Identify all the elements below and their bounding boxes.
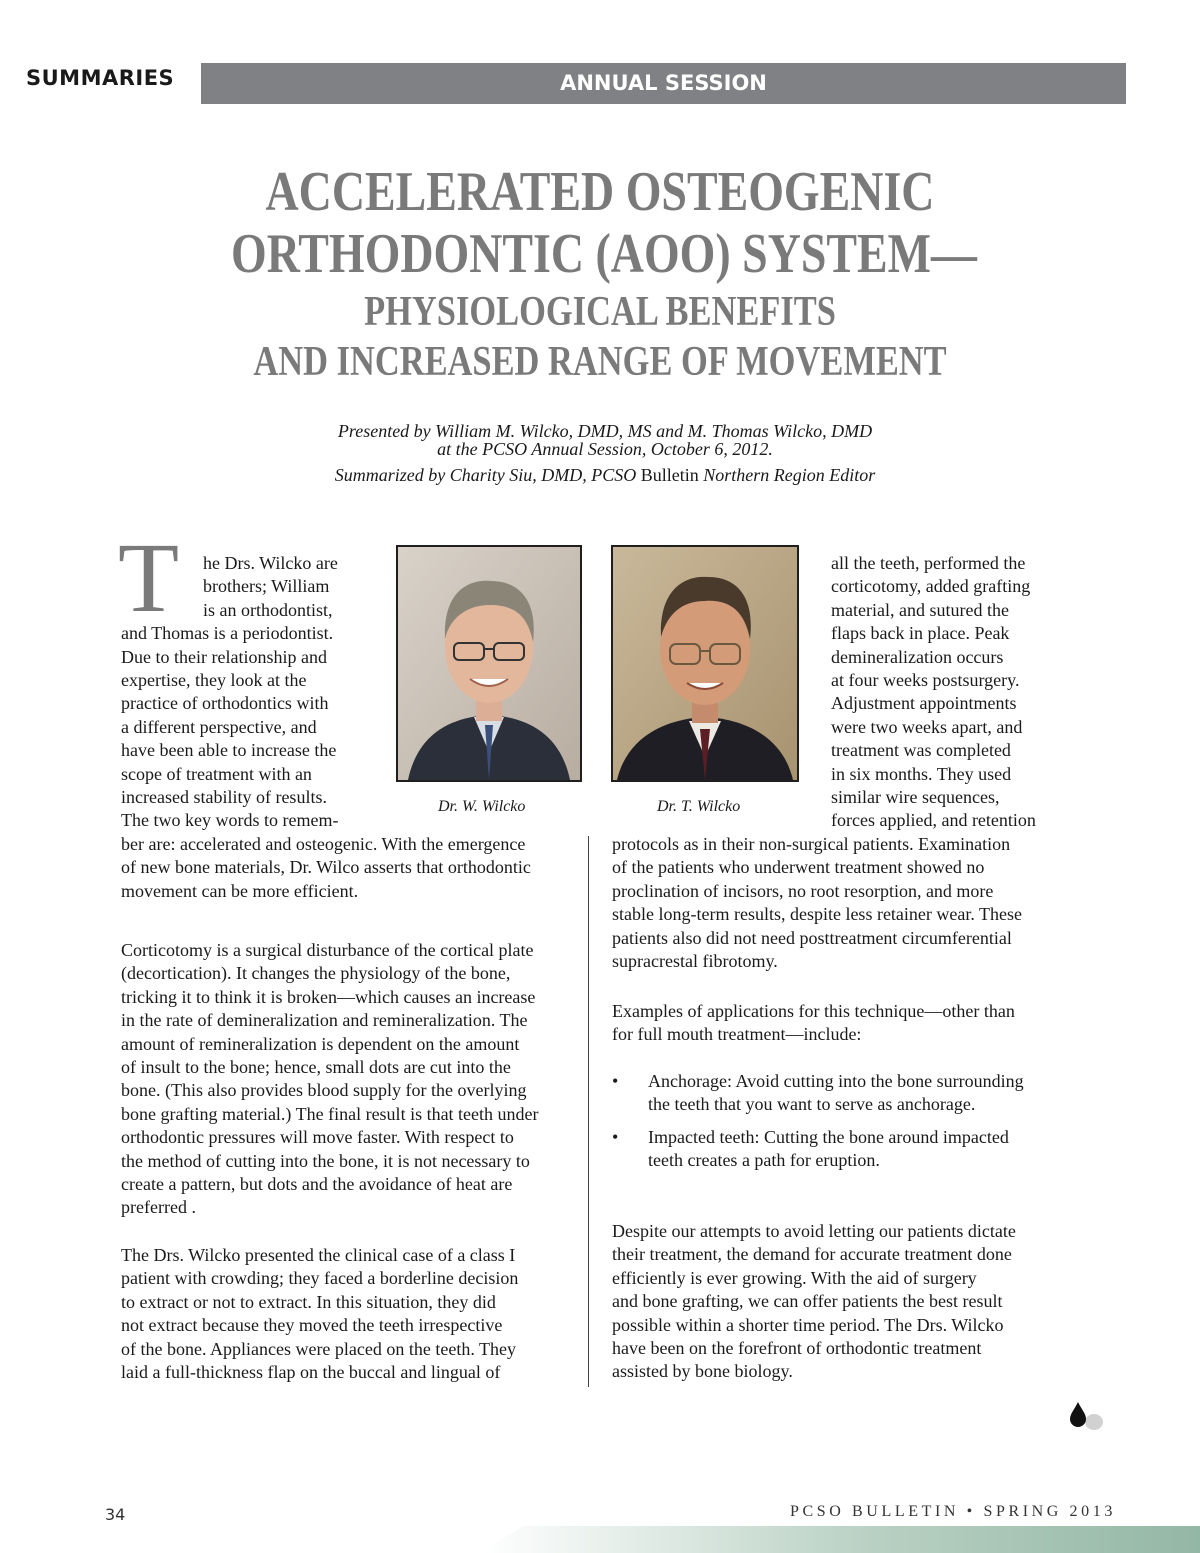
- text-line: at four weeks postsurgery.: [831, 670, 1020, 691]
- text-line: ber are: accelerated and osteogenic. With the emergence: [121, 833, 526, 854]
- text-line: preferred .: [121, 1197, 196, 1218]
- footer-separator: •: [966, 1503, 976, 1520]
- intro-paragraph: [121, 552, 531, 903]
- text-line: in the rate of demineralization and remineralization. The: [121, 1010, 528, 1031]
- bullet-icon: •: [612, 1071, 619, 1091]
- text-line: all the teeth, performed the: [831, 553, 1026, 573]
- text-line: and Thomas is a periodontist.: [121, 623, 334, 644]
- text-line: Despite our attempts to avoid letting our patients dictate: [612, 1221, 1016, 1241]
- text-line: teeth creates a path for eruption.: [648, 1150, 880, 1171]
- text-line: in six months. They used: [831, 763, 1012, 784]
- text-line: not extract because they moved the teeth irrespective: [121, 1315, 503, 1336]
- text-line: have been on the forefront of orthodontic treatment: [612, 1338, 982, 1359]
- text-line: he Drs. Wilcko are: [203, 553, 338, 573]
- text-line: of new bone materials, Dr. Wilco asserts that orthodontic: [121, 857, 531, 878]
- text-line: orthodontic pressures will move faster. With respect to: [121, 1127, 514, 1148]
- text-line: (decortication). It changes the physiology of the bone,: [121, 963, 511, 984]
- text-line: increased stability of results.: [121, 787, 327, 808]
- text-line: a different perspective, and: [121, 716, 317, 737]
- text-line: laid a full-thickness flap on the buccal and lingual of: [121, 1362, 501, 1383]
- text-line: efficiently is ever growing. With the aid of surgery: [612, 1267, 977, 1288]
- bullet-icon: •: [612, 1127, 619, 1147]
- footer-issue: SPRING 2013: [983, 1503, 1116, 1520]
- right-column-top-text: [831, 552, 1036, 833]
- text-line: Anchorage: Avoid cutting into the bone surrounding: [648, 1071, 1024, 1091]
- footer-publication-issue: [790, 1503, 1116, 1521]
- examples-paragraph: [612, 1000, 1015, 1047]
- text-line: create a pattern, but dots and the avoidance of heat are: [121, 1174, 513, 1195]
- footer-accent-bar: [480, 1526, 1200, 1553]
- article-title-line-2: ORTHODONTIC (AOO) SYSTEM—: [231, 223, 977, 285]
- text-line: stable long-term results, despite less retainer wear. These: [612, 904, 1023, 925]
- text-line: patient with crowding; they faced a borderline decision: [121, 1268, 519, 1289]
- bullet-text: [648, 1126, 1009, 1173]
- publication-name: Bulletin: [640, 465, 699, 485]
- text-line: Examples of applications for this technique—other than: [612, 1001, 1015, 1021]
- text-line: of the bone. Appliances were placed on the teeth. They: [121, 1338, 517, 1359]
- text-line: scope of treatment with an: [121, 763, 312, 784]
- clinical-case-paragraph: [121, 1244, 518, 1384]
- text-line: have been able to increase the: [121, 740, 337, 761]
- editor-role: Northern Region Editor: [698, 465, 876, 485]
- drop-cap: T: [118, 522, 180, 633]
- text-line: Adjustment appointments: [831, 693, 1017, 714]
- article-title-line-1: ACCELERATED OSTEOGENIC: [265, 161, 935, 223]
- text-line: patients also did not need posttreatment circumferential: [612, 927, 1012, 948]
- page-number: 34: [105, 1505, 126, 1524]
- footer-publication: PCSO BULLETIN: [790, 1503, 960, 1520]
- text-line: is an orthodontist,: [203, 599, 333, 620]
- text-line: movement can be more efficient.: [121, 880, 359, 901]
- article-subtitle-line-2: AND INCREASED RANGE OF MOVEMENT: [253, 339, 947, 385]
- text-line: Corticotomy is a surgical disturbance of the cortical plate: [121, 940, 534, 960]
- text-line: The Drs. Wilcko presented the clinical case of a class I: [121, 1245, 516, 1265]
- text-line: were two weeks apart, and: [831, 716, 1023, 737]
- text-line: similar wire sequences,: [831, 787, 1000, 808]
- text-line: supracrestal fibrotomy.: [612, 951, 778, 972]
- text-line: expertise, they look at the: [121, 670, 307, 691]
- text-line: possible within a shorter time period. The Drs. Wilcko: [612, 1314, 1004, 1335]
- conclusion-paragraph: [612, 1220, 1016, 1384]
- text-line: tricking it to think it is broken—which causes an increase: [121, 986, 536, 1007]
- section-banner: ANNUAL SESSION: [201, 63, 1126, 104]
- right-column-continuation: [612, 833, 1022, 973]
- photo-t-wilcko: [611, 545, 799, 782]
- text-line: demineralization occurs: [831, 646, 1004, 667]
- text-line: flaps back in place. Peak: [831, 623, 1010, 644]
- bullet-text: [648, 1070, 1024, 1117]
- byline-presenters: Presented by William M. Wilcko, DMD, MS and M. Thomas Wilcko, DMD: [337, 421, 873, 441]
- summarizer-text: Summarized by Charity Siu, DMD, PCSO: [334, 465, 641, 485]
- text-line: practice of orthodontics with: [121, 693, 329, 714]
- corticotomy-paragraph: [121, 939, 539, 1220]
- byline-summarizer: [150, 466, 1060, 484]
- text-line: assisted by bone biology.: [612, 1361, 793, 1382]
- text-line: treatment was completed: [831, 740, 1011, 761]
- text-line: corticotomy, added grafting: [831, 576, 1031, 597]
- text-line: Due to their relationship and: [121, 646, 327, 667]
- text-line: brothers; William: [203, 576, 330, 597]
- text-line: for full mouth treatment—include:: [612, 1024, 862, 1045]
- text-line: and bone grafting, we can offer patients the best result: [612, 1291, 1003, 1312]
- text-line: of insult to the bone; hence, small dots are cut into the: [121, 1057, 511, 1078]
- text-line: protocols as in their non-surgical patients. Examination: [612, 834, 1011, 854]
- column-divider: [588, 836, 589, 1387]
- text-line: of the patients who underwent treatment showed no: [612, 857, 985, 878]
- section-label: SUMMARIES: [26, 66, 175, 90]
- text-line: Impacted teeth: Cutting the bone around impacted: [648, 1127, 1009, 1147]
- text-line: material, and sutured the: [831, 599, 1009, 620]
- text-line: bone grafting material.) The final result is that teeth under: [121, 1103, 539, 1124]
- text-line: amount of remineralization is dependent on the amount: [121, 1033, 520, 1054]
- text-line: proclination of incisors, no root resorption, and more: [612, 880, 994, 901]
- article-subtitle-line-1: PHYSIOLOGICAL BENEFITS: [364, 289, 836, 335]
- drop-icon: [1068, 1396, 1108, 1441]
- text-line: the teeth that you want to serve as anchorage.: [648, 1094, 976, 1115]
- text-line: to extract or not to extract. In this situation, they did: [121, 1291, 496, 1312]
- text-line: their treatment, the demand for accurate treatment done: [612, 1244, 1012, 1265]
- text-line: the method of cutting into the bone, it is not necessary to: [121, 1150, 530, 1171]
- portrait-photo-icon: [613, 547, 797, 780]
- byline-session: at the PCSO Annual Session, October 6, 2012.: [437, 439, 773, 459]
- photo-caption-w-wilcko: Dr. W. Wilcko: [438, 798, 526, 815]
- photo-caption-t-wilcko: Dr. T. Wilcko: [657, 798, 741, 815]
- text-line: forces applied, and retention: [831, 810, 1036, 831]
- text-line: bone. (This also provides blood supply for the overlying: [121, 1080, 527, 1101]
- text-line: The two key words to remem-: [121, 810, 339, 831]
